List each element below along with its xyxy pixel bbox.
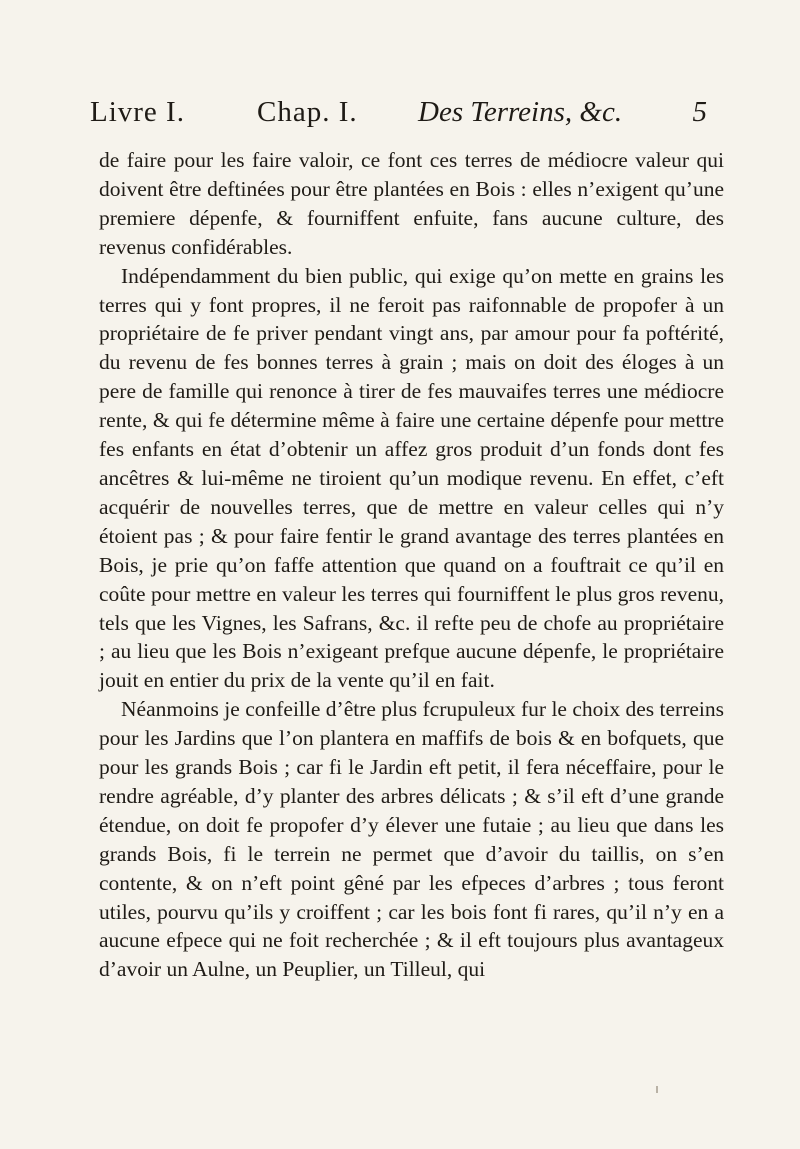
paper-speck [656, 1086, 658, 1093]
body-text [99, 146, 724, 984]
paragraph-2: Indépendamment du bien public, qui exige qu’on mette en grains les terres qui y font propres, il ne feroit pas raifonnable de propofer à un propriétaire de fe priver pendant vingt ans, par amour pour fa poftérité, du revenu de fes bonnes terres à grain ; mais on doit des éloges à un pere de famille qui renonce à tirer de fes mauvaifes terres une médiocre rente, & qui fe détermine même à faire une certaine dépenfe pour mettre fes enfants en état d’obtenir un affez gros produit d’un fonds dont fes ancêtres & lui-même ne tiroient qu’un modique revenu. En effet, c’eft acquérir de nouvelles terres, que de mettre en valeur celles qui n’y étoient pas ; & pour faire fentir le grand avantage des terres plantées en Bois, je prie qu’on faffe attention que quand on a fouftrait ce qu’il en coûte pour mettre en valeur les terres qui fourniffent le plus gros revenu, tels que les Vignes, les Safrans, &c. il refte peu de chofe au propriétaire ; au lieu que les Bois n’exigeant prefque aucune dépenfe, le propriétaire jouit en entier du prix de la vente qu’il en fait. [99, 263, 724, 693]
header-title: Des Terreins, &c. [418, 96, 623, 128]
paragraph-1: de faire pour les faire valoir, ce font ces terres de médiocre valeur qui doivent être deftinées pour être plantées en Bois : elles n’exigent qu’une premiere dépenfe, & fourniffent enfuite, fans aucune culture, des revenus confidérables. [99, 148, 724, 259]
paragraph-3: Néanmoins je confeille d’être plus fcrupuleux fur le choix des terreins pour les Jardins que l’on plantera en maffifs de bois & en bofquets, que pour les grands Bois ; car fi le Jardin eft petit, il fera néceffaire, pour le rendre agréable, d’y planter des arbres délicats ; & s’il eft d’une grande étendue, on doit fe propofer d’y élever une futaie ; au lieu que dans les grands Bois, fi le terrein ne permet que d’avoir du taillis, on s’en contente, & on n’eft point gêné par les efpeces d’arbres ; tous feront utiles, pourvu qu’ils y croiffent ; car les bois font fi rares, qu’il n’y en a aucune efpece qui ne foit recherchée ; & il eft toujours plus avantageux d’avoir un Aulne, un Peuplier, un Tilleul, qui [99, 697, 724, 982]
page-number: 5 [692, 96, 708, 128]
header-chapter: Chap. I. [257, 96, 358, 128]
header-book: Livre I. [90, 96, 185, 128]
running-header [90, 96, 708, 136]
